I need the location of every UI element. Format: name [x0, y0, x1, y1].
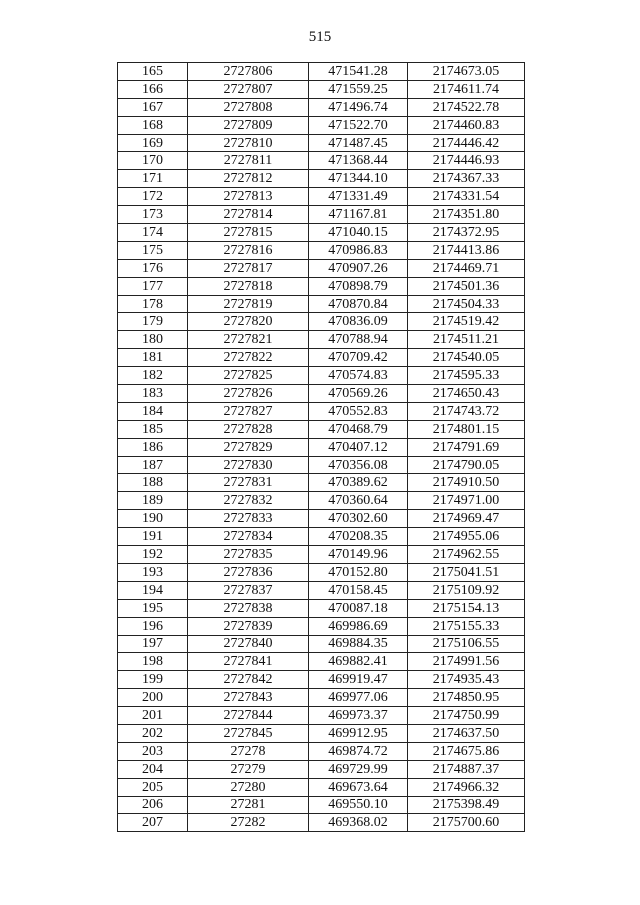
y-coordinate-cell: 2174801.15 [408, 420, 525, 438]
row-number-cell: 196 [118, 617, 188, 635]
x-coordinate-cell: 469973.37 [309, 707, 408, 725]
row-number-cell: 177 [118, 277, 188, 295]
row-number-cell: 169 [118, 134, 188, 152]
x-coordinate-cell: 469550.10 [309, 796, 408, 814]
row-number-cell: 197 [118, 635, 188, 653]
table-row [118, 581, 525, 599]
point-id-cell: 2727830 [188, 456, 309, 474]
table-row [118, 152, 525, 170]
table-row [118, 671, 525, 689]
x-coordinate-cell: 470788.94 [309, 331, 408, 349]
table-row [118, 635, 525, 653]
table-row [118, 295, 525, 313]
coordinates-table-body [118, 63, 525, 832]
table-row [118, 617, 525, 635]
y-coordinate-cell: 2174372.95 [408, 224, 525, 242]
table-row [118, 277, 525, 295]
x-coordinate-cell: 470574.83 [309, 367, 408, 385]
y-coordinate-cell: 2174540.05 [408, 349, 525, 367]
point-id-cell: 2727817 [188, 259, 309, 277]
x-coordinate-cell: 471331.49 [309, 188, 408, 206]
point-id-cell: 2727821 [188, 331, 309, 349]
x-coordinate-cell: 469729.99 [309, 760, 408, 778]
row-number-cell: 204 [118, 760, 188, 778]
row-number-cell: 165 [118, 63, 188, 81]
y-coordinate-cell: 2174367.33 [408, 170, 525, 188]
y-coordinate-cell: 2175154.13 [408, 599, 525, 617]
row-number-cell: 171 [118, 170, 188, 188]
table-row [118, 492, 525, 510]
y-coordinate-cell: 2174887.37 [408, 760, 525, 778]
table-row [118, 206, 525, 224]
x-coordinate-cell: 470356.08 [309, 456, 408, 474]
table-row [118, 724, 525, 742]
y-coordinate-cell: 2174351.80 [408, 206, 525, 224]
row-number-cell: 187 [118, 456, 188, 474]
row-number-cell: 184 [118, 402, 188, 420]
y-coordinate-cell: 2174850.95 [408, 689, 525, 707]
x-coordinate-cell: 471541.28 [309, 63, 408, 81]
y-coordinate-cell: 2174750.99 [408, 707, 525, 725]
table-row [118, 438, 525, 456]
point-id-cell: 27280 [188, 778, 309, 796]
row-number-cell: 201 [118, 707, 188, 725]
point-id-cell: 2727841 [188, 653, 309, 671]
table-row [118, 796, 525, 814]
row-number-cell: 198 [118, 653, 188, 671]
y-coordinate-cell: 2174650.43 [408, 385, 525, 403]
table-row [118, 599, 525, 617]
x-coordinate-cell: 470870.84 [309, 295, 408, 313]
table-row [118, 224, 525, 242]
point-id-cell: 2727816 [188, 241, 309, 259]
point-id-cell: 27278 [188, 742, 309, 760]
table-row [118, 653, 525, 671]
table-row [118, 510, 525, 528]
y-coordinate-cell: 2174991.56 [408, 653, 525, 671]
table-row [118, 707, 525, 725]
y-coordinate-cell: 2174522.78 [408, 98, 525, 116]
y-coordinate-cell: 2174673.05 [408, 63, 525, 81]
x-coordinate-cell: 469977.06 [309, 689, 408, 707]
row-number-cell: 194 [118, 581, 188, 599]
row-number-cell: 205 [118, 778, 188, 796]
y-coordinate-cell: 2174791.69 [408, 438, 525, 456]
point-id-cell: 2727807 [188, 80, 309, 98]
point-id-cell: 2727806 [188, 63, 309, 81]
x-coordinate-cell: 471496.74 [309, 98, 408, 116]
point-id-cell: 2727834 [188, 528, 309, 546]
y-coordinate-cell: 2174595.33 [408, 367, 525, 385]
x-coordinate-cell: 469912.95 [309, 724, 408, 742]
x-coordinate-cell: 470149.96 [309, 546, 408, 564]
x-coordinate-cell: 470569.26 [309, 385, 408, 403]
point-id-cell: 2727813 [188, 188, 309, 206]
table-row [118, 742, 525, 760]
table-row [118, 313, 525, 331]
y-coordinate-cell: 2175041.51 [408, 563, 525, 581]
table-row [118, 760, 525, 778]
y-coordinate-cell: 2174935.43 [408, 671, 525, 689]
table-row [118, 385, 525, 403]
row-number-cell: 203 [118, 742, 188, 760]
point-id-cell: 2727810 [188, 134, 309, 152]
x-coordinate-cell: 471487.45 [309, 134, 408, 152]
row-number-cell: 178 [118, 295, 188, 313]
point-id-cell: 2727838 [188, 599, 309, 617]
point-id-cell: 2727832 [188, 492, 309, 510]
table-row [118, 367, 525, 385]
point-id-cell: 2727812 [188, 170, 309, 188]
x-coordinate-cell: 470208.35 [309, 528, 408, 546]
y-coordinate-cell: 2174910.50 [408, 474, 525, 492]
y-coordinate-cell: 2174637.50 [408, 724, 525, 742]
table-row [118, 170, 525, 188]
x-coordinate-cell: 471040.15 [309, 224, 408, 242]
page-number: 515 [308, 29, 332, 45]
x-coordinate-cell: 469919.47 [309, 671, 408, 689]
table-row [118, 80, 525, 98]
point-id-cell: 2727819 [188, 295, 309, 313]
point-id-cell: 2727837 [188, 581, 309, 599]
table-row [118, 349, 525, 367]
point-id-cell: 2727844 [188, 707, 309, 725]
coordinates-table [117, 62, 525, 832]
y-coordinate-cell: 2175109.92 [408, 581, 525, 599]
point-id-cell: 27279 [188, 760, 309, 778]
table-row [118, 134, 525, 152]
row-number-cell: 180 [118, 331, 188, 349]
table-row [118, 63, 525, 81]
point-id-cell: 2727814 [188, 206, 309, 224]
x-coordinate-cell: 469986.69 [309, 617, 408, 635]
y-coordinate-cell: 2174790.05 [408, 456, 525, 474]
x-coordinate-cell: 469368.02 [309, 814, 408, 832]
point-id-cell: 2727818 [188, 277, 309, 295]
y-coordinate-cell: 2174969.47 [408, 510, 525, 528]
y-coordinate-cell: 2174675.86 [408, 742, 525, 760]
row-number-cell: 200 [118, 689, 188, 707]
table-row [118, 689, 525, 707]
row-number-cell: 199 [118, 671, 188, 689]
row-number-cell: 193 [118, 563, 188, 581]
row-number-cell: 179 [118, 313, 188, 331]
x-coordinate-cell: 470552.83 [309, 402, 408, 420]
x-coordinate-cell: 469874.72 [309, 742, 408, 760]
table-row [118, 188, 525, 206]
y-coordinate-cell: 2174446.42 [408, 134, 525, 152]
row-number-cell: 207 [118, 814, 188, 832]
y-coordinate-cell: 2174331.54 [408, 188, 525, 206]
y-coordinate-cell: 2174446.93 [408, 152, 525, 170]
y-coordinate-cell: 2174501.36 [408, 277, 525, 295]
x-coordinate-cell: 470152.80 [309, 563, 408, 581]
x-coordinate-cell: 471167.81 [309, 206, 408, 224]
row-number-cell: 175 [118, 241, 188, 259]
x-coordinate-cell: 469882.41 [309, 653, 408, 671]
row-number-cell: 206 [118, 796, 188, 814]
row-number-cell: 189 [118, 492, 188, 510]
row-number-cell: 192 [118, 546, 188, 564]
row-number-cell: 172 [118, 188, 188, 206]
y-coordinate-cell: 2175398.49 [408, 796, 525, 814]
row-number-cell: 167 [118, 98, 188, 116]
y-coordinate-cell: 2174511.21 [408, 331, 525, 349]
point-id-cell: 2727825 [188, 367, 309, 385]
point-id-cell: 2727836 [188, 563, 309, 581]
table-row [118, 402, 525, 420]
table-row [118, 331, 525, 349]
table-row [118, 528, 525, 546]
table-row [118, 814, 525, 832]
y-coordinate-cell: 2174743.72 [408, 402, 525, 420]
table-row [118, 116, 525, 134]
table-row [118, 241, 525, 259]
x-coordinate-cell: 471368.44 [309, 152, 408, 170]
table-row [118, 456, 525, 474]
point-id-cell: 2727840 [188, 635, 309, 653]
point-id-cell: 2727842 [188, 671, 309, 689]
x-coordinate-cell: 470158.45 [309, 581, 408, 599]
x-coordinate-cell: 470360.64 [309, 492, 408, 510]
row-number-cell: 181 [118, 349, 188, 367]
y-coordinate-cell: 2174966.32 [408, 778, 525, 796]
table-row [118, 98, 525, 116]
x-coordinate-cell: 470389.62 [309, 474, 408, 492]
row-number-cell: 170 [118, 152, 188, 170]
y-coordinate-cell: 2175106.55 [408, 635, 525, 653]
point-id-cell: 2727827 [188, 402, 309, 420]
x-coordinate-cell: 470986.83 [309, 241, 408, 259]
point-id-cell: 2727828 [188, 420, 309, 438]
y-coordinate-cell: 2175700.60 [408, 814, 525, 832]
row-number-cell: 174 [118, 224, 188, 242]
y-coordinate-cell: 2174413.86 [408, 241, 525, 259]
point-id-cell: 2727826 [188, 385, 309, 403]
row-number-cell: 183 [118, 385, 188, 403]
x-coordinate-cell: 469673.64 [309, 778, 408, 796]
table-row [118, 259, 525, 277]
x-coordinate-cell: 470836.09 [309, 313, 408, 331]
x-coordinate-cell: 470468.79 [309, 420, 408, 438]
row-number-cell: 188 [118, 474, 188, 492]
y-coordinate-cell: 2174611.74 [408, 80, 525, 98]
point-id-cell: 2727845 [188, 724, 309, 742]
point-id-cell: 2727843 [188, 689, 309, 707]
row-number-cell: 185 [118, 420, 188, 438]
y-coordinate-cell: 2174955.06 [408, 528, 525, 546]
point-id-cell: 2727809 [188, 116, 309, 134]
row-number-cell: 176 [118, 259, 188, 277]
y-coordinate-cell: 2174962.55 [408, 546, 525, 564]
row-number-cell: 186 [118, 438, 188, 456]
row-number-cell: 195 [118, 599, 188, 617]
point-id-cell: 2727822 [188, 349, 309, 367]
row-number-cell: 202 [118, 724, 188, 742]
point-id-cell: 2727820 [188, 313, 309, 331]
x-coordinate-cell: 471522.70 [309, 116, 408, 134]
row-number-cell: 173 [118, 206, 188, 224]
x-coordinate-cell: 471559.25 [309, 80, 408, 98]
row-number-cell: 191 [118, 528, 188, 546]
x-coordinate-cell: 470907.26 [309, 259, 408, 277]
row-number-cell: 168 [118, 116, 188, 134]
point-id-cell: 2727833 [188, 510, 309, 528]
point-id-cell: 2727808 [188, 98, 309, 116]
x-coordinate-cell: 470898.79 [309, 277, 408, 295]
point-id-cell: 2727835 [188, 546, 309, 564]
table-row [118, 420, 525, 438]
y-coordinate-cell: 2174469.71 [408, 259, 525, 277]
row-number-cell: 166 [118, 80, 188, 98]
point-id-cell: 2727815 [188, 224, 309, 242]
point-id-cell: 2727831 [188, 474, 309, 492]
point-id-cell: 2727811 [188, 152, 309, 170]
x-coordinate-cell: 470407.12 [309, 438, 408, 456]
y-coordinate-cell: 2174519.42 [408, 313, 525, 331]
table-row [118, 563, 525, 581]
table-row [118, 778, 525, 796]
point-id-cell: 27281 [188, 796, 309, 814]
x-coordinate-cell: 470087.18 [309, 599, 408, 617]
y-coordinate-cell: 2174971.00 [408, 492, 525, 510]
row-number-cell: 190 [118, 510, 188, 528]
y-coordinate-cell: 2174460.83 [408, 116, 525, 134]
y-coordinate-cell: 2175155.33 [408, 617, 525, 635]
point-id-cell: 27282 [188, 814, 309, 832]
point-id-cell: 2727829 [188, 438, 309, 456]
x-coordinate-cell: 470302.60 [309, 510, 408, 528]
row-number-cell: 182 [118, 367, 188, 385]
y-coordinate-cell: 2174504.33 [408, 295, 525, 313]
x-coordinate-cell: 470709.42 [309, 349, 408, 367]
table-row [118, 546, 525, 564]
table-row [118, 474, 525, 492]
x-coordinate-cell: 469884.35 [309, 635, 408, 653]
x-coordinate-cell: 471344.10 [309, 170, 408, 188]
point-id-cell: 2727839 [188, 617, 309, 635]
